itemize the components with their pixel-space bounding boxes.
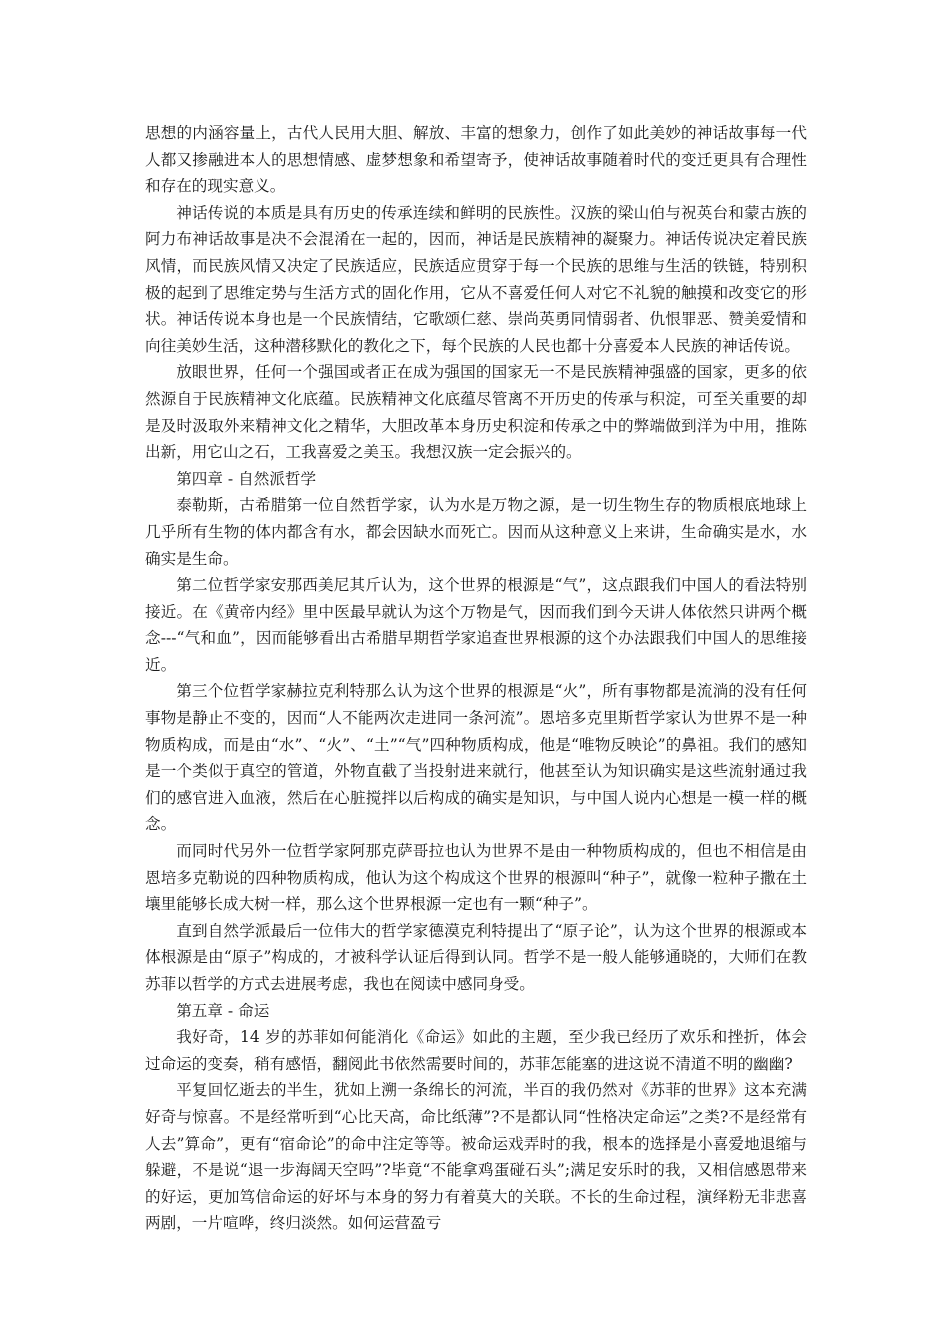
document-page [145, 120, 807, 1237]
paragraph-10: 平复回忆逝去的半生，犹如上溯一条绵长的河流，半百的我仍然对《苏菲的世界》这本充满好奇与惊喜。不是经常听到“心比天高，命比纸薄”?不是都认同“性格决定命运”之类?不是经常有人去”算命”，更有“宿命论”的命中注定等等。被命运戏弄时的我，根本的选择是小喜爱地退缩与躲避，不是说“退一步海阔天空吗”?毕竟“不能拿鸡蛋碰石头”;满足安乐时的我，又相信感恩带来的好运，更加笃信命运的好坏与本身的努力有着莫大的关联。不长的生命过程，演绎粉无非悲喜两剧，一片喧哗，终归淡然。如何运营盈亏 [145, 1081, 807, 1233]
paragraph-4: 泰勒斯，古希腊第一位自然哲学家，认为水是万物之源，是一切生物生存的物质根底地球上几乎所有生物的体内都含有水，都会因缺水而死亡。因而从这种意义上来讲，生命确实是水，水确实是生命。 [145, 496, 807, 568]
paragraph-1: 思想的内涵容量上，古代人民用大胆、解放、丰富的想象力，创作了如此美妙的神话故事每一代人都又掺融进本人的思想情感、虚梦想象和希望寄予，使神话故事随着时代的变迁更具有合理性和存在的现实意义。 [145, 124, 807, 196]
chapter-5-heading: 第五章 - 命运 [176, 1001, 270, 1020]
paragraph-8: 直到自然学派最后一位伟大的哲学家德漠克利特提出了“原子论”，认为这个世界的根源或本体根源是由“原子”构成的，才被科学认证后得到认同。哲学不是一般人能够通晓的，大师们在教苏菲以哲学的方式去进展考虑，我也在阅读中感同身受。 [145, 921, 807, 993]
chapter-4-heading: 第四章 - 自然派哲学 [176, 469, 317, 488]
paragraph-7: 而同时代另外一位哲学家阿那克萨哥拉也认为世界不是由一种物质构成的，但也不相信是由恩培多克勒说的四种物质构成，他认为这个构成这个世界的根源叫“种子”，就像一粒种子撒在土壤里能够长成大树一样，那么这个世界根源一定也有一颗“种子”。 [145, 842, 807, 914]
paragraph-5: 第二位哲学家安那西美尼其斤认为，这个世界的根源是“气”，这点跟我们中国人的看法特别接近。在《黄帝内经》里中医最早就认为这个万物是气，因而我们到今天讲人体依然只讲两个概念---“气和血”，因而能够看出古希腊早期哲学家追查世界根源的这个办法跟我们中国人的思维接近。 [145, 576, 807, 674]
paragraph-9: 我好奇，14 岁的苏菲如何能消化《命运》如此的主题，至少我已经历了欢乐和挫折，体会过命运的变奏，稍有感悟，翻阅此书依然需要时间的，苏菲怎能塞的进这说不清道不明的幽幽? [145, 1028, 807, 1073]
paragraph-3: 放眼世界，任何一个强国或者正在成为强国的国家无一不是民族精神强盛的国家，更多的依然源自于民族精神文化底蕴。民族精神文化底蕴尽管离不开历史的传承与积淀，可至关重要的却是及时汲取外来精神文化之精华，大胆改革本身历史积淀和传承之中的弊端做到洋为中用，推陈出新，用它山之石，工我喜爱之美玉。我想汉族一定会振兴的。 [145, 363, 807, 462]
paragraph-2: 神话传说的本质是具有历史的传承连续和鲜明的民族性。汉族的梁山伯与祝英台和蒙古族的阿力布神话故事是决不会混淆在一起的，因而，神话是民族精神的凝聚力。神话传说决定着民族风情，而民族风情又决定了民族适应，民族适应贯穿于每一个民族的思维与生活的铁链，特别积极的起到了思维定势与生活方式的固化作用，它从不喜爱任何人对它不礼貌的触摸和改变它的形状。神话传说本身也是一个民族情结，它歌颂仁慈、崇尚英勇同情弱者、仇恨罪恶、赞美爱情和向往美妙生活，这种潜移默化的教化之下，每个民族的人民也都十分喜爱本人民族的神话传说。 [145, 203, 807, 355]
paragraph-6: 第三个位哲学家赫拉克利特那么认为这个世界的根源是“火”，所有事物都是流淌的没有任何事物是静止不变的，因而“人不能两次走进同一条河流”。恩培多克里斯哲学家认为世界不是一种物质构成，而是由“水”、“火”、“土”“气”四种物质构成，他是“唯物反映论”的鼻祖。我们的感知是一个类似于真空的管道，外物直截了当投射进来就行，他甚至认为知识确实是这些流射通过我们的感官进入血液，然后在心脏搅拌以后构成的确实是知识，与中国人说内心想是一模一样的概念。 [145, 682, 807, 834]
